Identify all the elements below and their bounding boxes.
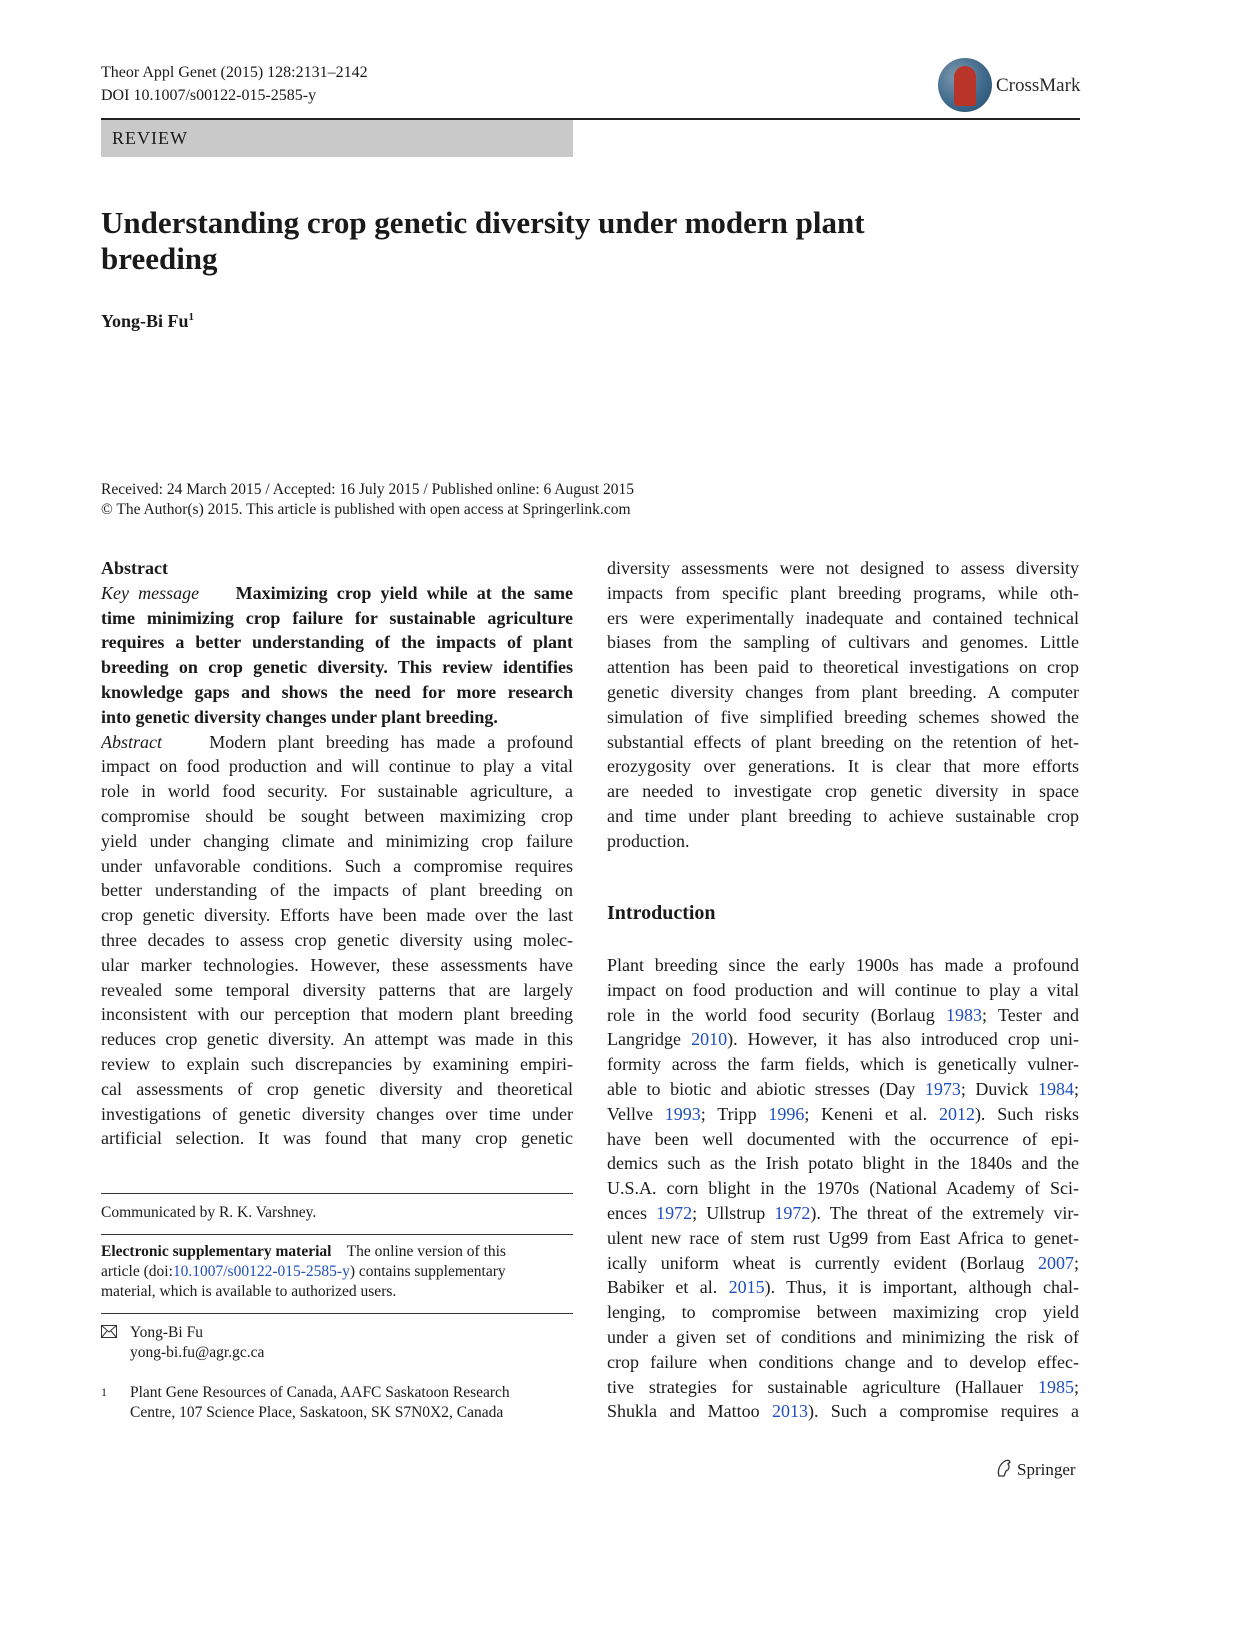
corresponding-author	[130, 1323, 264, 1363]
abstract-line: diversity assessments were not designed to assess diversity	[607, 558, 1079, 578]
citation-link[interactable]: 1973	[924, 1078, 961, 1099]
communicated-by: Communicated by R. K. Varshney.	[101, 1204, 317, 1221]
intro-line: U.S.A. corn blight in the 1970s (National Academy of Sci-	[607, 1178, 1079, 1199]
abstract-line: three decades to assess crop genetic diversity using molec-	[101, 929, 573, 950]
citation-link[interactable]: 2013	[771, 1401, 808, 1422]
affiliation	[130, 1383, 510, 1423]
intro-line: Plant breeding since the early 1900s has made a profound	[607, 955, 1079, 975]
citation-link[interactable]: 1983	[946, 1004, 983, 1025]
author-name	[101, 311, 194, 332]
crossmark-label: CrossMark	[996, 75, 1081, 96]
crossmark-icon	[938, 58, 992, 112]
intro-line: tive strategies for sustainable agriculture (Hallauer 1985;	[607, 1376, 1079, 1397]
abstract-line: artificial selection. It was found that many crop genetic	[101, 1128, 573, 1149]
abstract-line: production.	[607, 830, 690, 851]
abstract-line: investigations of genetic diversity changes over time under	[101, 1103, 573, 1124]
abstract-line: compromise should be sought between maximizing crop	[101, 805, 573, 826]
citation-link[interactable]: 1996	[768, 1103, 805, 1124]
footnote-divider	[101, 1313, 573, 1314]
affil-line: Centre, 107 Science Place, Saskatoon, SK S7N0X2, Canada	[130, 1404, 504, 1421]
intro-line: formity across the farm fields, which is genetically vulner-	[607, 1054, 1079, 1075]
abstract-line: role in world food security. For sustainable agriculture, a	[101, 781, 573, 802]
abstract-line: attention has been paid to theoretical investigations on crop	[607, 657, 1079, 678]
esm-line: article (doi:10.1007/s00122-015-2585-y) contains supplementary	[101, 1263, 506, 1280]
abstract-line: cal assessments of crop genetic diversity and theoretical	[101, 1078, 573, 1099]
envelope-icon	[101, 1323, 117, 1343]
author-affil-mark: 1	[188, 311, 195, 323]
abstract-line: ers were experimentally inadequate and contained technical	[607, 607, 1079, 628]
citation-link[interactable]: 2012	[938, 1103, 975, 1124]
abstract-line: Abstract Modern plant breeding has made a profound	[101, 731, 573, 752]
corr-name: Yong-Bi Fu	[130, 1324, 203, 1341]
intro-line: Shukla and Mattoo 2013). Such a compromise requires a	[607, 1401, 1079, 1422]
abstract-line: yield under changing climate and minimizing crop failure	[101, 830, 573, 851]
abstract-line: erozygosity over generations. It is clear that more efforts	[607, 756, 1079, 777]
abstract-heading: Abstract	[101, 558, 168, 578]
esm-doi-link[interactable]: 10.1007/s00122-015-2585-y	[172, 1263, 350, 1280]
doi-line: DOI 10.1007/s00122-015-2585-y	[101, 87, 317, 104]
abstract-line: simulation of five simplified breeding schemes showed the	[607, 706, 1079, 727]
esm-label: Electronic supplementary material	[101, 1243, 332, 1260]
footnote-divider	[101, 1193, 573, 1194]
abstract-line: impact on food production and will continue to play a vital	[101, 756, 573, 777]
abstract-line: crop genetic diversity. Efforts have been made over the last	[101, 905, 573, 926]
abstract-line: impacts from specific plant breeding programs, while oth-	[607, 582, 1079, 603]
citation-link[interactable]: 2015	[728, 1277, 765, 1298]
title-line-2: breeding	[101, 241, 218, 276]
publisher-logo	[995, 1458, 1076, 1480]
intro-line: role in the world food security (Borlaug 1983; Tester and	[607, 1004, 1079, 1025]
citation-link[interactable]: 1993	[664, 1103, 701, 1124]
abstract-line: under unfavorable conditions. Such a compromise requires	[101, 855, 573, 876]
abstract-line: review to explain such discrepancies by examining empiri-	[101, 1053, 573, 1074]
abstract-line: better understanding of the impacts of plant breeding on	[101, 880, 573, 901]
intro-line: demics such as the Irish potato blight in the 1840s and the	[607, 1153, 1079, 1174]
abstract-line: are needed to investigate crop genetic diversity in space	[607, 781, 1079, 802]
footnote-divider	[101, 1234, 573, 1235]
affil-line: Plant Gene Resources of Canada, AAFC Saskatoon Research	[130, 1384, 510, 1401]
abstract-line: reduces crop genetic diversity. An attempt was made in this	[101, 1029, 573, 1050]
crossmark-badge[interactable]	[938, 58, 1083, 118]
esm-note	[101, 1242, 573, 1302]
corr-email[interactable]: yong-bi.fu@agr.gc.ca	[130, 1344, 265, 1361]
citation-link[interactable]: 1972	[774, 1202, 811, 1223]
abstract-line: revealed some temporal diversity patterns that are largely	[101, 979, 573, 1000]
intro-line: under a given set of conditions and minimizing the risk of	[607, 1326, 1079, 1347]
abstract-line: ular marker technologies. However, these assessments have	[101, 954, 573, 975]
citation-link[interactable]: 2010	[691, 1029, 728, 1050]
author-text: Yong-Bi Fu	[101, 311, 189, 331]
affil-mark: 1	[101, 1385, 107, 1399]
intro-line: able to biotic and abiotic stresses (Day 1973; Duvick 1984;	[607, 1078, 1079, 1099]
key-message-line: Key message Maximizing crop yield while at the same	[101, 582, 573, 603]
abstract-line: substantial effects of plant breeding on the retention of het-	[607, 731, 1079, 752]
intro-line: Babiker et al. 2015). Thus, it is important, although chal-	[607, 1277, 1079, 1298]
citation-link[interactable]: 1972	[656, 1202, 693, 1223]
intro-line: ences 1972; Ullstrup 1972). The threat of the extremely vir-	[607, 1202, 1079, 1223]
publisher-name: Springer	[1017, 1460, 1076, 1479]
section-label: REVIEW	[101, 120, 573, 157]
intro-line: impact on food production and will continue to play a vital	[607, 979, 1079, 1000]
abstract-block	[101, 556, 573, 1151]
citation-link[interactable]: 2007	[1037, 1252, 1074, 1273]
key-message-line: into genetic diversity changes under plant breeding.	[101, 706, 498, 727]
abstract-label: Abstract	[101, 731, 162, 752]
journal-citation: Theor Appl Genet (2015) 128:2131–2142	[101, 64, 368, 81]
key-message-line: time minimizing crop failure for sustainable agriculture	[101, 607, 573, 628]
abstract-line: biases from the sampling of cultivars and genomes. Little	[607, 632, 1079, 653]
key-message-label: Key message	[101, 582, 200, 603]
article-dates: Received: 24 March 2015 / Accepted: 16 July 2015 / Published online: 6 August 2015	[101, 481, 634, 498]
key-message-line: knowledge gaps and shows the need for more research	[101, 681, 573, 702]
intro-line: Vellve 1993; Tripp 1996; Keneni et al. 2012). Such risks	[607, 1103, 1079, 1124]
introduction-heading: Introduction	[607, 902, 716, 924]
citation-link[interactable]: 1985	[1037, 1376, 1074, 1397]
springer-horse-icon	[995, 1458, 1013, 1478]
citation-link[interactable]: 1984	[1037, 1078, 1074, 1099]
title-line-1: Understanding crop genetic diversity under modern plant	[101, 205, 865, 240]
intro-line: crop failure when conditions change and to develop effec-	[607, 1351, 1079, 1372]
intro-line: ulent new race of stem rust Ug99 from East Africa to genet-	[607, 1227, 1079, 1248]
key-message-line: breeding on crop genetic diversity. This review identifies	[101, 657, 573, 678]
intro-line: lenging, to compromise between maximizing crop yield	[607, 1302, 1079, 1323]
esm-line: Electronic supplementary material The online version of this	[101, 1243, 506, 1260]
abstract-line: inconsistent with our perception that modern plant breeding	[101, 1004, 573, 1025]
intro-line: have been well documented with the occurrence of epi-	[607, 1128, 1079, 1149]
abstract-line: and time under plant breeding to achieve sustainable crop	[607, 805, 1079, 826]
key-message-line: requires a better understanding of the impacts of plant	[101, 632, 573, 653]
article-title	[101, 205, 921, 277]
abstract-continuation	[607, 556, 1079, 854]
copyright-line: © The Author(s) 2015. This article is published with open access at Springerlink.com	[101, 501, 631, 518]
abstract-line: genetic diversity changes from plant breeding. A computer	[607, 681, 1079, 702]
intro-line: Langridge 2010). However, it has also introduced crop uni-	[607, 1029, 1079, 1050]
esm-line: material, which is available to authorized users.	[101, 1283, 397, 1300]
introduction-body	[607, 953, 1079, 1424]
intro-line: ically uniform wheat is currently evident (Borlaug 2007;	[607, 1252, 1079, 1273]
